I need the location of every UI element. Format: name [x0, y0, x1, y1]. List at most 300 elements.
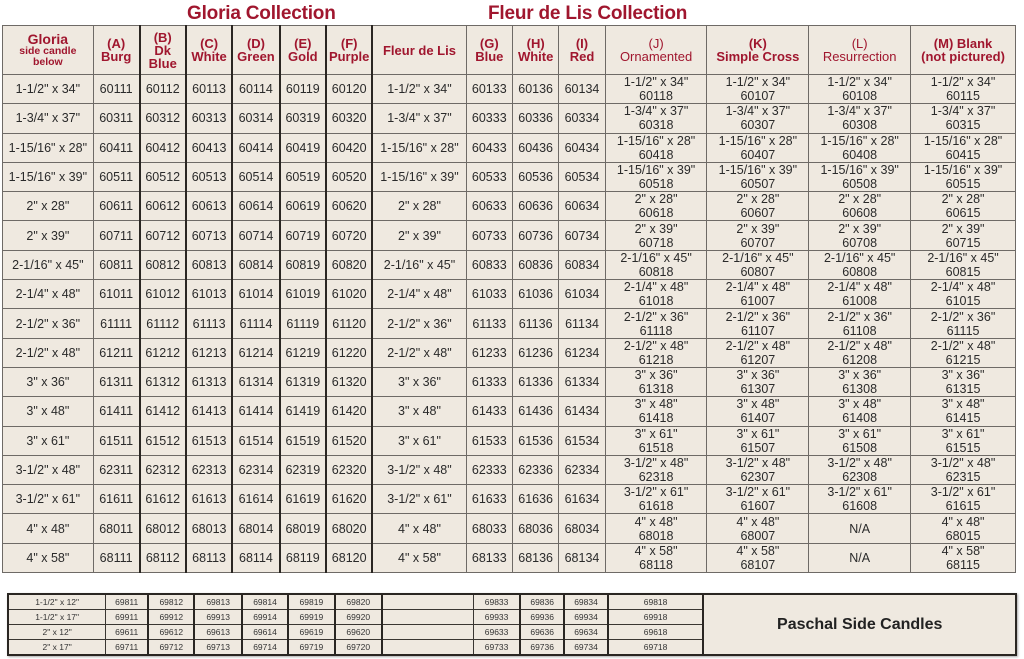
- cell-size: 3" x 61": [941, 426, 985, 441]
- cell-j: [605, 543, 707, 572]
- cell-l: [809, 397, 911, 426]
- cell-size: 3" x 61": [736, 426, 780, 441]
- side-cell-f: 69920: [335, 610, 382, 625]
- cell-m: [911, 543, 1016, 572]
- cell-size: 1-15/16" x 39": [820, 163, 899, 178]
- cell-f: 61620: [326, 485, 372, 514]
- cell-k: [707, 426, 809, 455]
- cell-e: 60319: [280, 104, 326, 133]
- cell-i: 61034: [559, 280, 605, 309]
- cell-size: 4" x 48": [736, 514, 780, 529]
- cell-c: 61613: [186, 485, 232, 514]
- fleur-de-lis-collection-title: Fleur de Lis Collection: [488, 3, 688, 24]
- cell-m: [911, 162, 1016, 191]
- cell-size: 3" x 36": [838, 368, 882, 383]
- cell-i: 62334: [559, 455, 605, 484]
- cell-j: [605, 280, 707, 309]
- cell-a: 61511: [93, 426, 139, 455]
- cell-d: 60614: [232, 192, 279, 221]
- side-cell-a: 69711: [106, 640, 148, 656]
- cell-size: 2-1/16" x 45": [620, 250, 692, 265]
- cell-size: 1-3/4" x 37": [725, 104, 791, 119]
- cell-a: 68011: [93, 514, 139, 543]
- cell-a: 61211: [93, 338, 139, 367]
- cell-code: 61507: [740, 440, 776, 455]
- header-d-green: (D) Green: [232, 26, 279, 75]
- cell-g: 62333: [466, 455, 512, 484]
- cell-i: 61134: [559, 309, 605, 338]
- cell-fsize: 2" x 28": [372, 192, 466, 221]
- side-cell-e: 69619: [288, 625, 334, 640]
- cell-f: 60620: [326, 192, 372, 221]
- cell-size: 1-3/4" x 37": [930, 104, 996, 119]
- cell-code: 68015: [945, 528, 981, 543]
- side-cell-c: 69713: [194, 640, 241, 656]
- table-row: [3, 397, 1016, 426]
- header-gloria: Gloria side candle below: [3, 26, 94, 75]
- gloria-collection-title: Gloria Collection: [187, 3, 336, 24]
- cell-b: 68112: [140, 543, 186, 572]
- cell-code: 61618: [638, 499, 674, 514]
- cell-size: 2-1/2" x 48": [725, 338, 791, 353]
- cell-size: 2" x 39": [736, 221, 780, 236]
- cell-g: 61333: [466, 367, 512, 396]
- cell-l: [809, 75, 911, 104]
- cell-f: 68020: [326, 514, 372, 543]
- cell-l: [809, 455, 911, 484]
- side-cell-i: 69734: [564, 640, 607, 656]
- cell-e: 68019: [280, 514, 326, 543]
- cell-size: 2-1/2" x 48": [827, 338, 892, 353]
- cell-size: 1-1/2" x 34": [725, 75, 791, 90]
- cell-size: 2-1/16" x 45": [927, 250, 999, 265]
- cell-code: 60108: [842, 89, 878, 104]
- cell-code: 60618: [638, 206, 674, 221]
- cell-k: [707, 280, 809, 309]
- cell-size: 3" x 61": [634, 426, 678, 441]
- cell-code: 60608: [842, 206, 878, 221]
- cell-d: 61314: [232, 367, 279, 396]
- cell-j: [605, 426, 707, 455]
- cell-c: 61013: [186, 280, 232, 309]
- cell-h: 60636: [512, 192, 558, 221]
- cell-size: 2-1/16" x 45": [722, 250, 794, 265]
- cell-k: [707, 221, 809, 250]
- cell-code: 61215: [945, 352, 981, 367]
- cell-size: 4" x 58": [736, 543, 780, 558]
- cell-code: 60418: [638, 147, 674, 162]
- cell-size: 2-1/2" x 48": [3, 338, 94, 367]
- header-j-ornamented: (J) Ornamented: [605, 26, 707, 75]
- side-cell-h: 69736: [520, 640, 564, 656]
- side-cell-c: 69913: [194, 610, 241, 625]
- table-row: [3, 514, 1016, 543]
- cell-f: 60520: [326, 162, 372, 191]
- cell-i: 60534: [559, 162, 605, 191]
- table-row: [3, 338, 1016, 367]
- cell-k: [707, 514, 809, 543]
- cell-size: 4" x 48": [634, 514, 678, 529]
- table-row: [3, 104, 1016, 133]
- cell-d: 61514: [232, 426, 279, 455]
- cell-m: [911, 367, 1016, 396]
- cell-d: 68014: [232, 514, 279, 543]
- cell-size: 3-1/2" x 48": [3, 455, 94, 484]
- side-cell-h: 69836: [520, 594, 564, 610]
- cell-m: [911, 485, 1016, 514]
- side-cell-f: 69820: [335, 594, 382, 610]
- cell-size: 3" x 36": [634, 368, 678, 383]
- table-row: [3, 162, 1016, 191]
- cell-size: 2-1/16" x 45": [3, 250, 94, 279]
- table-row: [3, 280, 1016, 309]
- table-row: [3, 455, 1016, 484]
- cell-fsize: 1-15/16" x 39": [372, 162, 466, 191]
- cell-size: 2-1/2" x 36": [930, 309, 996, 324]
- side-cell-g: 69833: [474, 594, 520, 610]
- cell-size: 2-1/4" x 48": [3, 280, 94, 309]
- cell-c: 60113: [186, 75, 232, 104]
- cell-size: 3" x 48": [634, 397, 678, 412]
- cell-code: 60318: [638, 118, 674, 133]
- cell-code: 62318: [638, 470, 674, 484]
- cell-h: 61036: [512, 280, 558, 309]
- cell-e: 60419: [280, 133, 326, 162]
- cell-e: 68119: [280, 543, 326, 572]
- cell-a: 61411: [93, 397, 139, 426]
- cell-code: 61307: [740, 382, 776, 397]
- cell-a: 60711: [93, 221, 139, 250]
- cell-g: 61533: [466, 426, 512, 455]
- cell-c: 60613: [186, 192, 232, 221]
- cell-code: 60508: [842, 177, 878, 192]
- side-cell-f: 69720: [335, 640, 382, 656]
- cell-e: 61019: [280, 280, 326, 309]
- candle-price-table: [2, 25, 1016, 573]
- side-cell-j: 69818: [608, 594, 704, 610]
- cell-size: 2-1/2" x 36": [3, 309, 94, 338]
- cell-g: 61133: [466, 309, 512, 338]
- cell-code: 61515: [945, 440, 981, 455]
- cell-code: 61415: [945, 411, 981, 426]
- cell-e: 60119: [280, 75, 326, 104]
- cell-g: 61033: [466, 280, 512, 309]
- cell-g: 61433: [466, 397, 512, 426]
- cell-size: 2-1/2" x 48": [930, 338, 996, 353]
- cell-f: 60720: [326, 221, 372, 250]
- cell-m: [911, 309, 1016, 338]
- cell-l: [809, 162, 911, 191]
- cell-code: 60707: [740, 235, 776, 250]
- side-cell-j: 69918: [608, 610, 704, 625]
- table-row: [3, 250, 1016, 279]
- cell-f: 61320: [326, 367, 372, 396]
- cell-g: 60133: [466, 75, 512, 104]
- cell-d: 60514: [232, 162, 279, 191]
- cell-size: 3" x 48": [838, 397, 882, 412]
- cell-code: 60315: [945, 118, 981, 133]
- cell-size: 1-1/2" x 34": [623, 75, 689, 90]
- cell-h: 62336: [512, 455, 558, 484]
- cell-j: [605, 397, 707, 426]
- cell-e: 61119: [280, 309, 326, 338]
- cell-d: 61614: [232, 485, 279, 514]
- side-cell-e: 69819: [288, 594, 334, 610]
- cell-code: 61418: [638, 411, 674, 426]
- cell-i: 60634: [559, 192, 605, 221]
- cell-fsize: 2" x 39": [372, 221, 466, 250]
- cell-i: 68034: [559, 514, 605, 543]
- side-cell-c: 69613: [194, 625, 241, 640]
- cell-size: 3" x 36": [941, 368, 985, 383]
- cell-a: 60511: [93, 162, 139, 191]
- cell-k: [707, 485, 809, 514]
- cell-code: 68118: [639, 557, 673, 572]
- cell-h: 60436: [512, 133, 558, 162]
- cell-c: 60413: [186, 133, 232, 162]
- cell-size: 2-1/4" x 48": [827, 280, 892, 295]
- cell-fsize: 3-1/2" x 61": [372, 485, 466, 514]
- side-cell-b: 69912: [148, 610, 194, 625]
- side-cell-i: 69834: [564, 594, 607, 610]
- cell-m: [911, 75, 1016, 104]
- cell-b: 60312: [140, 104, 186, 133]
- cell-size: 3-1/2" x 48": [930, 456, 996, 470]
- side-cell-j: 69618: [608, 625, 704, 640]
- cell-size: 3-1/2" x 48": [725, 456, 791, 470]
- cell-code: 61607: [740, 499, 776, 514]
- cell-a: 61011: [93, 280, 139, 309]
- cell-j: [605, 250, 707, 279]
- cell-l: [809, 221, 911, 250]
- cell-fsize: 1-15/16" x 28": [372, 133, 466, 162]
- side-cell-size: 2" x 17": [8, 640, 106, 656]
- cell-f: 60820: [326, 250, 372, 279]
- cell-code: 61007: [740, 294, 776, 309]
- cell-k: [707, 338, 809, 367]
- cell-size: 4" x 48": [3, 514, 94, 543]
- cell-size: 1-15/16" x 39": [3, 162, 94, 191]
- cell-b: 60712: [140, 221, 186, 250]
- cell-e: 61319: [280, 367, 326, 396]
- cell-size: 1-1/2" x 34": [3, 75, 94, 104]
- cell-size: 1-1/2" x 34": [930, 75, 996, 90]
- cell-size: 1-15/16" x 28": [3, 133, 94, 162]
- table-row: [3, 367, 1016, 396]
- cell-i: 60434: [559, 133, 605, 162]
- cell-g: 68133: [466, 543, 512, 572]
- cell-a: 60611: [93, 192, 139, 221]
- cell-code: 60518: [638, 177, 674, 192]
- side-cell-g: 69633: [474, 625, 520, 640]
- cell-d: 61014: [232, 280, 279, 309]
- side-cell-c: 69813: [194, 594, 241, 610]
- cell-i: 61634: [559, 485, 605, 514]
- cell-code: 61108: [842, 323, 877, 338]
- cell-b: 60612: [140, 192, 186, 221]
- cell-e: 61619: [280, 485, 326, 514]
- cell-g: 60733: [466, 221, 512, 250]
- cell-m: [911, 250, 1016, 279]
- table-row: [3, 309, 1016, 338]
- cell-j: [605, 514, 707, 543]
- side-cell-a: 69911: [106, 610, 148, 625]
- cell-i: 68134: [559, 543, 605, 572]
- cell-a: 60811: [93, 250, 139, 279]
- cell-f: 61520: [326, 426, 372, 455]
- cell-h: 61136: [512, 309, 558, 338]
- cell-code: 60607: [740, 206, 776, 221]
- cell-k: [707, 192, 809, 221]
- cell-l: [809, 485, 911, 514]
- cell-fsize: 3" x 61": [372, 426, 466, 455]
- cell-d: 61114: [232, 309, 279, 338]
- cell-code: 60615: [945, 206, 981, 221]
- cell-a: 60311: [93, 104, 139, 133]
- cell-c: 62313: [186, 455, 232, 484]
- side-cell-g: 69733: [474, 640, 520, 656]
- cell-c: 61313: [186, 367, 232, 396]
- cell-code: 61207: [740, 352, 776, 367]
- cell-c: 61513: [186, 426, 232, 455]
- cell-j: [605, 485, 707, 514]
- cell-h: 60336: [512, 104, 558, 133]
- cell-i: 60834: [559, 250, 605, 279]
- cell-g: 60633: [466, 192, 512, 221]
- cell-size: 2" x 28": [3, 192, 94, 221]
- cell-size: 2" x 39": [838, 221, 882, 236]
- cell-size: 1-15/16" x 39": [923, 163, 1003, 178]
- cell-d: 60414: [232, 133, 279, 162]
- cell-size: 4" x 58": [634, 543, 678, 558]
- cell-c: 60513: [186, 162, 232, 191]
- cell-code: 61608: [842, 499, 878, 514]
- cell-e: 61519: [280, 426, 326, 455]
- cell-size: 1-3/4" x 37": [623, 104, 689, 119]
- cell-fsize: 3-1/2" x 48": [372, 455, 466, 484]
- cell-g: 60533: [466, 162, 512, 191]
- cell-size: 2" x 28": [941, 192, 985, 207]
- cell-code: 61008: [842, 294, 878, 309]
- cell-d: 61414: [232, 397, 279, 426]
- cell-fsize: 4" x 48": [372, 514, 466, 543]
- cell-k: [707, 104, 809, 133]
- cell-size: 3-1/2" x 48": [827, 456, 892, 470]
- cell-f: 61420: [326, 397, 372, 426]
- table-row: [3, 485, 1016, 514]
- cell-j: [605, 75, 707, 104]
- cell-size: 1-15/16" x 39": [718, 163, 798, 178]
- cell-fsize: 2-1/16" x 45": [372, 250, 466, 279]
- cell-size: 1-15/16" x 28": [923, 133, 1003, 148]
- cell-l: [809, 543, 911, 572]
- cell-j: [605, 162, 707, 191]
- cell-code: 61118: [639, 323, 673, 338]
- side-cell-size: 1-1/2" x 17": [8, 610, 106, 625]
- cell-code: 62315: [945, 470, 981, 484]
- cell-code: 60115: [946, 89, 980, 104]
- cell-code: 60107: [740, 89, 776, 104]
- cell-size: 3-1/2" x 61": [623, 485, 689, 500]
- header-b-dk-blue: (B) Dk Blue: [140, 26, 186, 75]
- side-cell-a: 69811: [106, 594, 148, 610]
- cell-fsize: 2-1/2" x 36": [372, 309, 466, 338]
- cell-g: 60333: [466, 104, 512, 133]
- cell-d: 61214: [232, 338, 279, 367]
- side-cell-b: 69712: [148, 640, 194, 656]
- side-cell-h: 69636: [520, 625, 564, 640]
- side-cell-e: 69919: [288, 610, 334, 625]
- cell-b: 60512: [140, 162, 186, 191]
- cell-size: 2" x 39": [3, 221, 94, 250]
- cell-h: 61536: [512, 426, 558, 455]
- cell-b: 60112: [140, 75, 186, 104]
- cell-code: 61018: [638, 294, 674, 309]
- cell-k: [707, 309, 809, 338]
- cell-h: 60536: [512, 162, 558, 191]
- cell-fsize: 4" x 58": [372, 543, 466, 572]
- cell-l: [809, 514, 911, 543]
- cell-b: 61112: [140, 309, 186, 338]
- side-cell-blank: [382, 625, 474, 640]
- cell-e: 62319: [280, 455, 326, 484]
- table-row: [3, 75, 1016, 104]
- cell-size: 1-3/4" x 37": [827, 104, 892, 119]
- cell-m: [911, 455, 1016, 484]
- cell-code: 61508: [842, 440, 878, 455]
- cell-g: 60833: [466, 250, 512, 279]
- header-fleur-de-lis: Fleur de Lis: [372, 26, 466, 75]
- cell-b: 60812: [140, 250, 186, 279]
- cell-j: [605, 104, 707, 133]
- cell-l: [809, 367, 911, 396]
- cell-code: 61315: [945, 382, 981, 397]
- cell-h: 60836: [512, 250, 558, 279]
- cell-code: 60118: [639, 89, 673, 104]
- cell-l: [809, 280, 911, 309]
- cell-g: 60433: [466, 133, 512, 162]
- cell-i: 61334: [559, 367, 605, 396]
- cell-code: 61115: [946, 323, 980, 338]
- cell-code: 60408: [842, 147, 878, 162]
- cell-code: 61318: [638, 382, 674, 397]
- table-row: [3, 192, 1016, 221]
- cell-g: 61233: [466, 338, 512, 367]
- cell-l: [809, 250, 911, 279]
- cell-e: 60719: [280, 221, 326, 250]
- side-cell-size: 2" x 12": [8, 625, 106, 640]
- cell-k: [707, 75, 809, 104]
- cell-size: 2-1/2" x 36": [623, 309, 689, 324]
- cell-size: 1-15/16" x 39": [616, 163, 696, 178]
- cell-fsize: 1-1/2" x 34": [372, 75, 466, 104]
- cell-fsize: 1-3/4" x 37": [372, 104, 466, 133]
- cell-f: 68120: [326, 543, 372, 572]
- cell-code: 68018: [638, 528, 674, 543]
- cell-size: 1-15/16" x 28": [820, 133, 899, 148]
- cell-f: 61020: [326, 280, 372, 309]
- cell-b: 61212: [140, 338, 186, 367]
- cell-e: 61419: [280, 397, 326, 426]
- cell-k: [707, 367, 809, 396]
- cell-b: 61312: [140, 367, 186, 396]
- cell-code: 60307: [740, 118, 776, 133]
- cell-h: 61436: [512, 397, 558, 426]
- cell-m: [911, 192, 1016, 221]
- cell-m: [911, 426, 1016, 455]
- cell-size: 3" x 48": [736, 397, 780, 412]
- cell-l: [809, 309, 911, 338]
